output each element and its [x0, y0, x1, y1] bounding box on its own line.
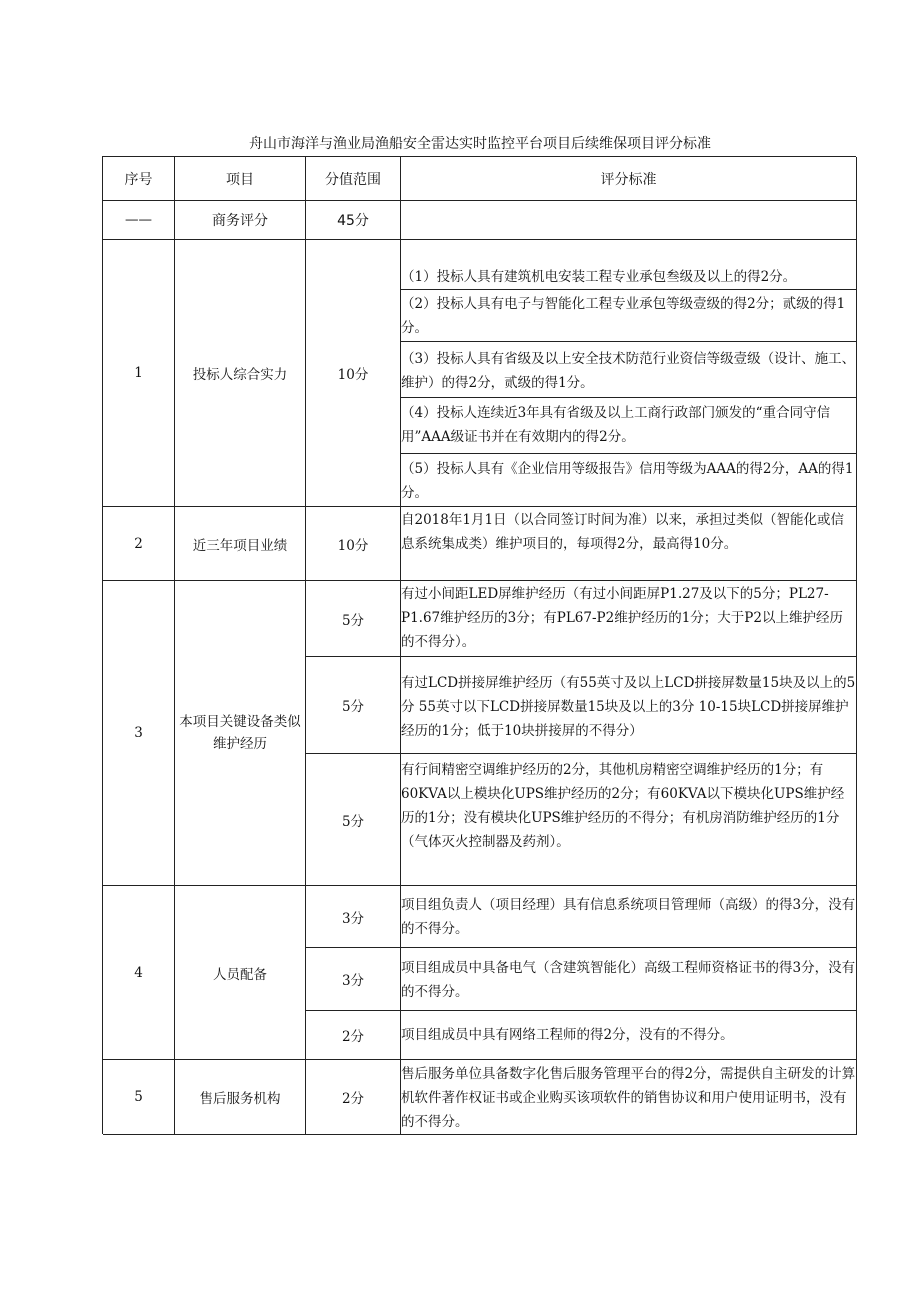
row-2-item: 近三年项目业绩	[175, 507, 306, 581]
row-1-criterion-3: （3）投标人具有省级及以上安全技术防范行业资信等级壹级（设计、施工、维护）的得2分，贰级的得1分。	[401, 342, 857, 398]
header-criteria: 评分标准	[401, 157, 857, 201]
row-4-sub-3-criterion: 项目组成员中具有网络工程师的得2分，没有的不得分。	[401, 1011, 857, 1060]
scoring-table	[102, 156, 856, 1134]
row-4-sub-2-criterion: 项目组成员中具备电气（含建筑智能化）高级工程师资格证书的得3分，没有的不得分。	[401, 948, 857, 1011]
business-score: 45分	[306, 201, 401, 240]
row-2-score: 10分	[306, 507, 401, 581]
row-3-sub-3-score: 5分	[306, 754, 401, 886]
row-4-sub-2-score: 3分	[306, 948, 401, 1011]
row-1-no: 1	[103, 240, 175, 507]
row-3-sub-1-criterion: 有过小间距LED屏维护经历（有过小间距屏P1.27及以下的5分；PL27-P1.67维护经历的3分；有PL67-P2维护经历的1分；大于P2以上维护经历的不得分）。	[401, 581, 857, 657]
row-5-no: 5	[103, 1060, 175, 1135]
row-3-item: 本项目关键设备类似维护经历	[175, 581, 306, 886]
row-2-no: 2	[103, 507, 175, 581]
row-3-no: 3	[103, 581, 175, 886]
row-5-score: 2分	[306, 1060, 401, 1135]
row-4-sub-1-criterion: 项目组负责人（项目经理）具有信息系统项目管理师（高级）的得3分，没有的不得分。	[401, 886, 857, 948]
row-4-item: 人员配备	[175, 886, 306, 1060]
row-1-criterion-1: （1）投标人具有建筑机电安装工程专业承包叁级及以上的得2分。	[401, 240, 857, 290]
row-1-item: 投标人综合实力	[175, 240, 306, 507]
page-title: 舟山市海洋与渔业局渔船安全雷达实时监控平台项目后续维保项目评分标准	[249, 136, 711, 152]
row-4-no: 4	[103, 886, 175, 1060]
row-1-score: 10分	[306, 240, 401, 507]
row-4-sub-3-score: 2分	[306, 1011, 401, 1060]
business-item: 商务评分	[175, 201, 306, 240]
header-no: 序号	[103, 157, 175, 201]
row-3-sub-2-criterion: 有过LCD拼接屏维护经历（有55英寸及以上LCD拼接屏数量15块及以上的5分 55英寸以下LCD拼接屏数量15块及以上的3分 10-15块LCD拼接屏维护经历的1分；低于10块拼接屏的不得分）	[401, 657, 857, 754]
row-3-sub-3-criterion: 有行间精密空调维护经历的2分，其他机房精密空调维护经历的1分；有60KVA以上模块化UPS维护经历的2分；有60KVA以下模块化UPS维护经历的1分；没有模块化UPS维护经历的不得分；有机房消防维护经历的1分（气体灭火控制器及药剂）。	[401, 754, 857, 886]
business-criteria	[401, 201, 857, 240]
row-2-criterion: 自2018年1月1日（以合同签订时间为准）以来，承担过类似（智能化或信息系统集成类）维护项目的，每项得2分，最高得10分。	[401, 507, 857, 581]
row-4-sub-1-score: 3分	[306, 886, 401, 948]
row-5-criterion: 售后服务单位具备数字化售后服务管理平台的得2分，需提供自主研发的计算机软件著作权证书或企业购买该项软件的销售协议和用户使用证明书，没有的不得分。	[401, 1060, 857, 1135]
row-1-criterion-5: （5）投标人具有《企业信用等级报告》信用等级为AAA的得2分，AA的得1分。	[401, 454, 857, 507]
row-3-sub-1-score: 5分	[306, 581, 401, 657]
row-1-criterion-2: （2）投标人具有电子与智能化工程专业承包等级壹级的得2分；贰级的得1分。	[401, 290, 857, 342]
header-range: 分值范围	[306, 157, 401, 201]
row-3-sub-2-score: 5分	[306, 657, 401, 754]
business-no: ——	[103, 201, 175, 240]
header-item: 项目	[175, 157, 306, 201]
row-5-item: 售后服务机构	[175, 1060, 306, 1135]
row-1-criterion-4: （4）投标人连续近3年具有省级及以上工商行政部门颁发的“重合同守信用”AAA级证书并在有效期内的得2分。	[401, 398, 857, 454]
